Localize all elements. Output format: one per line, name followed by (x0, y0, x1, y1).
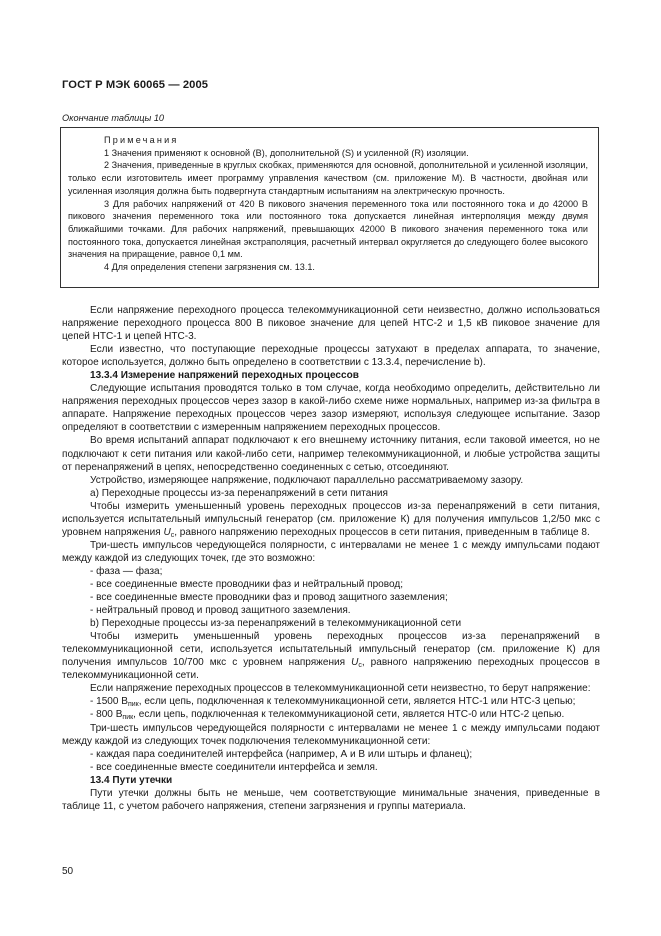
paragraph: Следующие испытания проводятся только в том случае, когда необходимо определить, действительно ли напряжения переходных процессов через зазор в какой-либо схеме ниже нормальных, например из-за фильтра в аппарате. Напряжение переходных процессов через зазор измеряют, используя следующее испытание. Зазор определяют в соответствии с измеренным напряжением переходных процессов. (62, 383, 600, 434)
paragraph: Устройство, измеряющее напряжение, подключают параллельно рассматриваемому зазору. (90, 474, 524, 486)
subsection-item: а) Переходные процессы из-за перенапряжений в сети питания (90, 487, 388, 499)
list-item: - фаза — фаза; (90, 565, 163, 577)
paragraph: Пути утечки должны быть не меньше, чем соответствующие минимальные значения, приведенные в таблице 11, с учетом рабочего напряжения, степени загрязнения и группы материала. (62, 787, 600, 812)
list-item: - 1500 $В_{пик}$, если цепь, подключенная к телекоммуникационной сети, является НТС-1 или НТС-3 цепью; (90, 696, 576, 709)
note-3: 3 Для рабочих напряжений от 420 В пикового значения переменного тока или постоянного тока и до 42000 В пикового значения переменного тока или постоянного тока допускается линейная интерполяция между двумя ближайшими точками. Для рабочих напряжений, превышающих 42000 В пикового значения переменного тока или постоянного тока, допускается линейная экстраполяция, расчетный интервал округляется до следующего более высокого значения на приращение, равное 0,1 мм. (68, 198, 588, 260)
paragraph: Чтобы измерить уменьшенный уровень переходных процессов из-за перенапряжений в телекоммуникационной сети, используется испытательный импульсный генератор (см. приложение К) для получения импульсов 10/700 мкс с уровнем напряжения $U_с$, равного напряжению переходных процессов в телекоммуникационной сети. (62, 631, 601, 682)
standard-header: ГОСТ Р МЭК 60065 — 2005 (62, 79, 209, 91)
paragraph: Три-шесть импульсов чередующейся полярности с интервалами не менее 1 с между импульсами подают между каждой из следующих точек подключения телекоммуникационной сети: (62, 722, 600, 747)
note-2: 2 Значения, приведенные в круглых скобках, применяются для основной, дополнительной и усиленной изоляции, только если изготовитель имеет программу управления качеством (см. приложение М). В частности, двойная или усиленная изоляция должна быть подвергнута стандартным испытаниям на электрическую прочность. (68, 160, 588, 196)
page-number: 50 (62, 866, 74, 877)
section-heading: 13.3.4 Измерение напряжений переходных процессов (90, 370, 359, 382)
notes-title: Примечания (104, 135, 179, 145)
paragraph: Если напряжение переходного процесса телекоммуникационной сети неизвестно, должно использоваться напряжение переходного процесса 800 В пиковое значение для цепей НТС-2 и 1,5 кВ пиковое значение для цепей НТС-1 и цепей НТС-3. (62, 305, 600, 343)
paragraph: Если напряжение переходных процессов в телекоммуникационной сети неизвестно, то берут напряжение: (90, 683, 591, 695)
list-item: - все соединенные вместе проводники фаз и провод защитного заземления; (90, 592, 448, 604)
paragraph: Три-шесть импульсов чередующейся полярности, с интервалами не менее 1 с между импульсами подают между каждой из следующих точек, где это возможно: (62, 539, 600, 564)
notes-box (60, 127, 599, 288)
list-item: - нейтральный провод и провод защитного заземления. (90, 605, 351, 617)
note-4: 4 Для определения степени загрязнения см. 13.1. (104, 262, 315, 273)
document-body (62, 304, 600, 813)
subsection-item: b) Переходные процессы из-за перенапряжений в телекоммуникационной сети (90, 618, 462, 630)
paragraph: Чтобы измерить уменьшенный уровень переходных процессов из-за перенапряжений в сети питания, используется испытательный импульсный генератор (см. приложение К) для получения импульсов 1,2/50 мкс с уровнем напряжения $U_с$, равного напряжению переходных процессов в сети питания, приведенным в таблице 8. (62, 500, 600, 539)
list-item: - все соединенные вместе соединители интерфейса и земля. (90, 761, 378, 773)
paragraph: Во время испытаний аппарат подключают к его внешнему источнику питания, если таковой имеется, но не подключают к сети питания или какой-либо сети, например телекоммуникационной, и любые устройства защиты от перенапряжений в цепях, непосредственно соединенных с сетью, отсоединяют. (62, 435, 600, 473)
list-item: - 800 $В_{пик}$, если цепь, подключенная к телекоммуникационой сети, является НТС-0 или НТС-2 цепью. (90, 709, 565, 722)
section-heading: 13.4 Пути утечки (90, 774, 173, 786)
list-item: - каждая пара соединителей интерфейса (например, А и В или штырь и фланец); (90, 748, 473, 760)
table-continuation-caption: Окончание таблицы 10 (62, 113, 165, 123)
list-item: - все соединенные вместе проводники фаз и нейтральный провод; (90, 578, 403, 590)
paragraph: Если известно, что поступающие переходные процессы затухают в пределах аппарата, то значение, которое используется, должно быть определено в соответствии с 13.3.4, перечисление b). (62, 344, 600, 369)
note-1: 1 Значения применяют к основной (В), дополнительной (S) и усиленной (R) изоляции. (104, 147, 469, 158)
